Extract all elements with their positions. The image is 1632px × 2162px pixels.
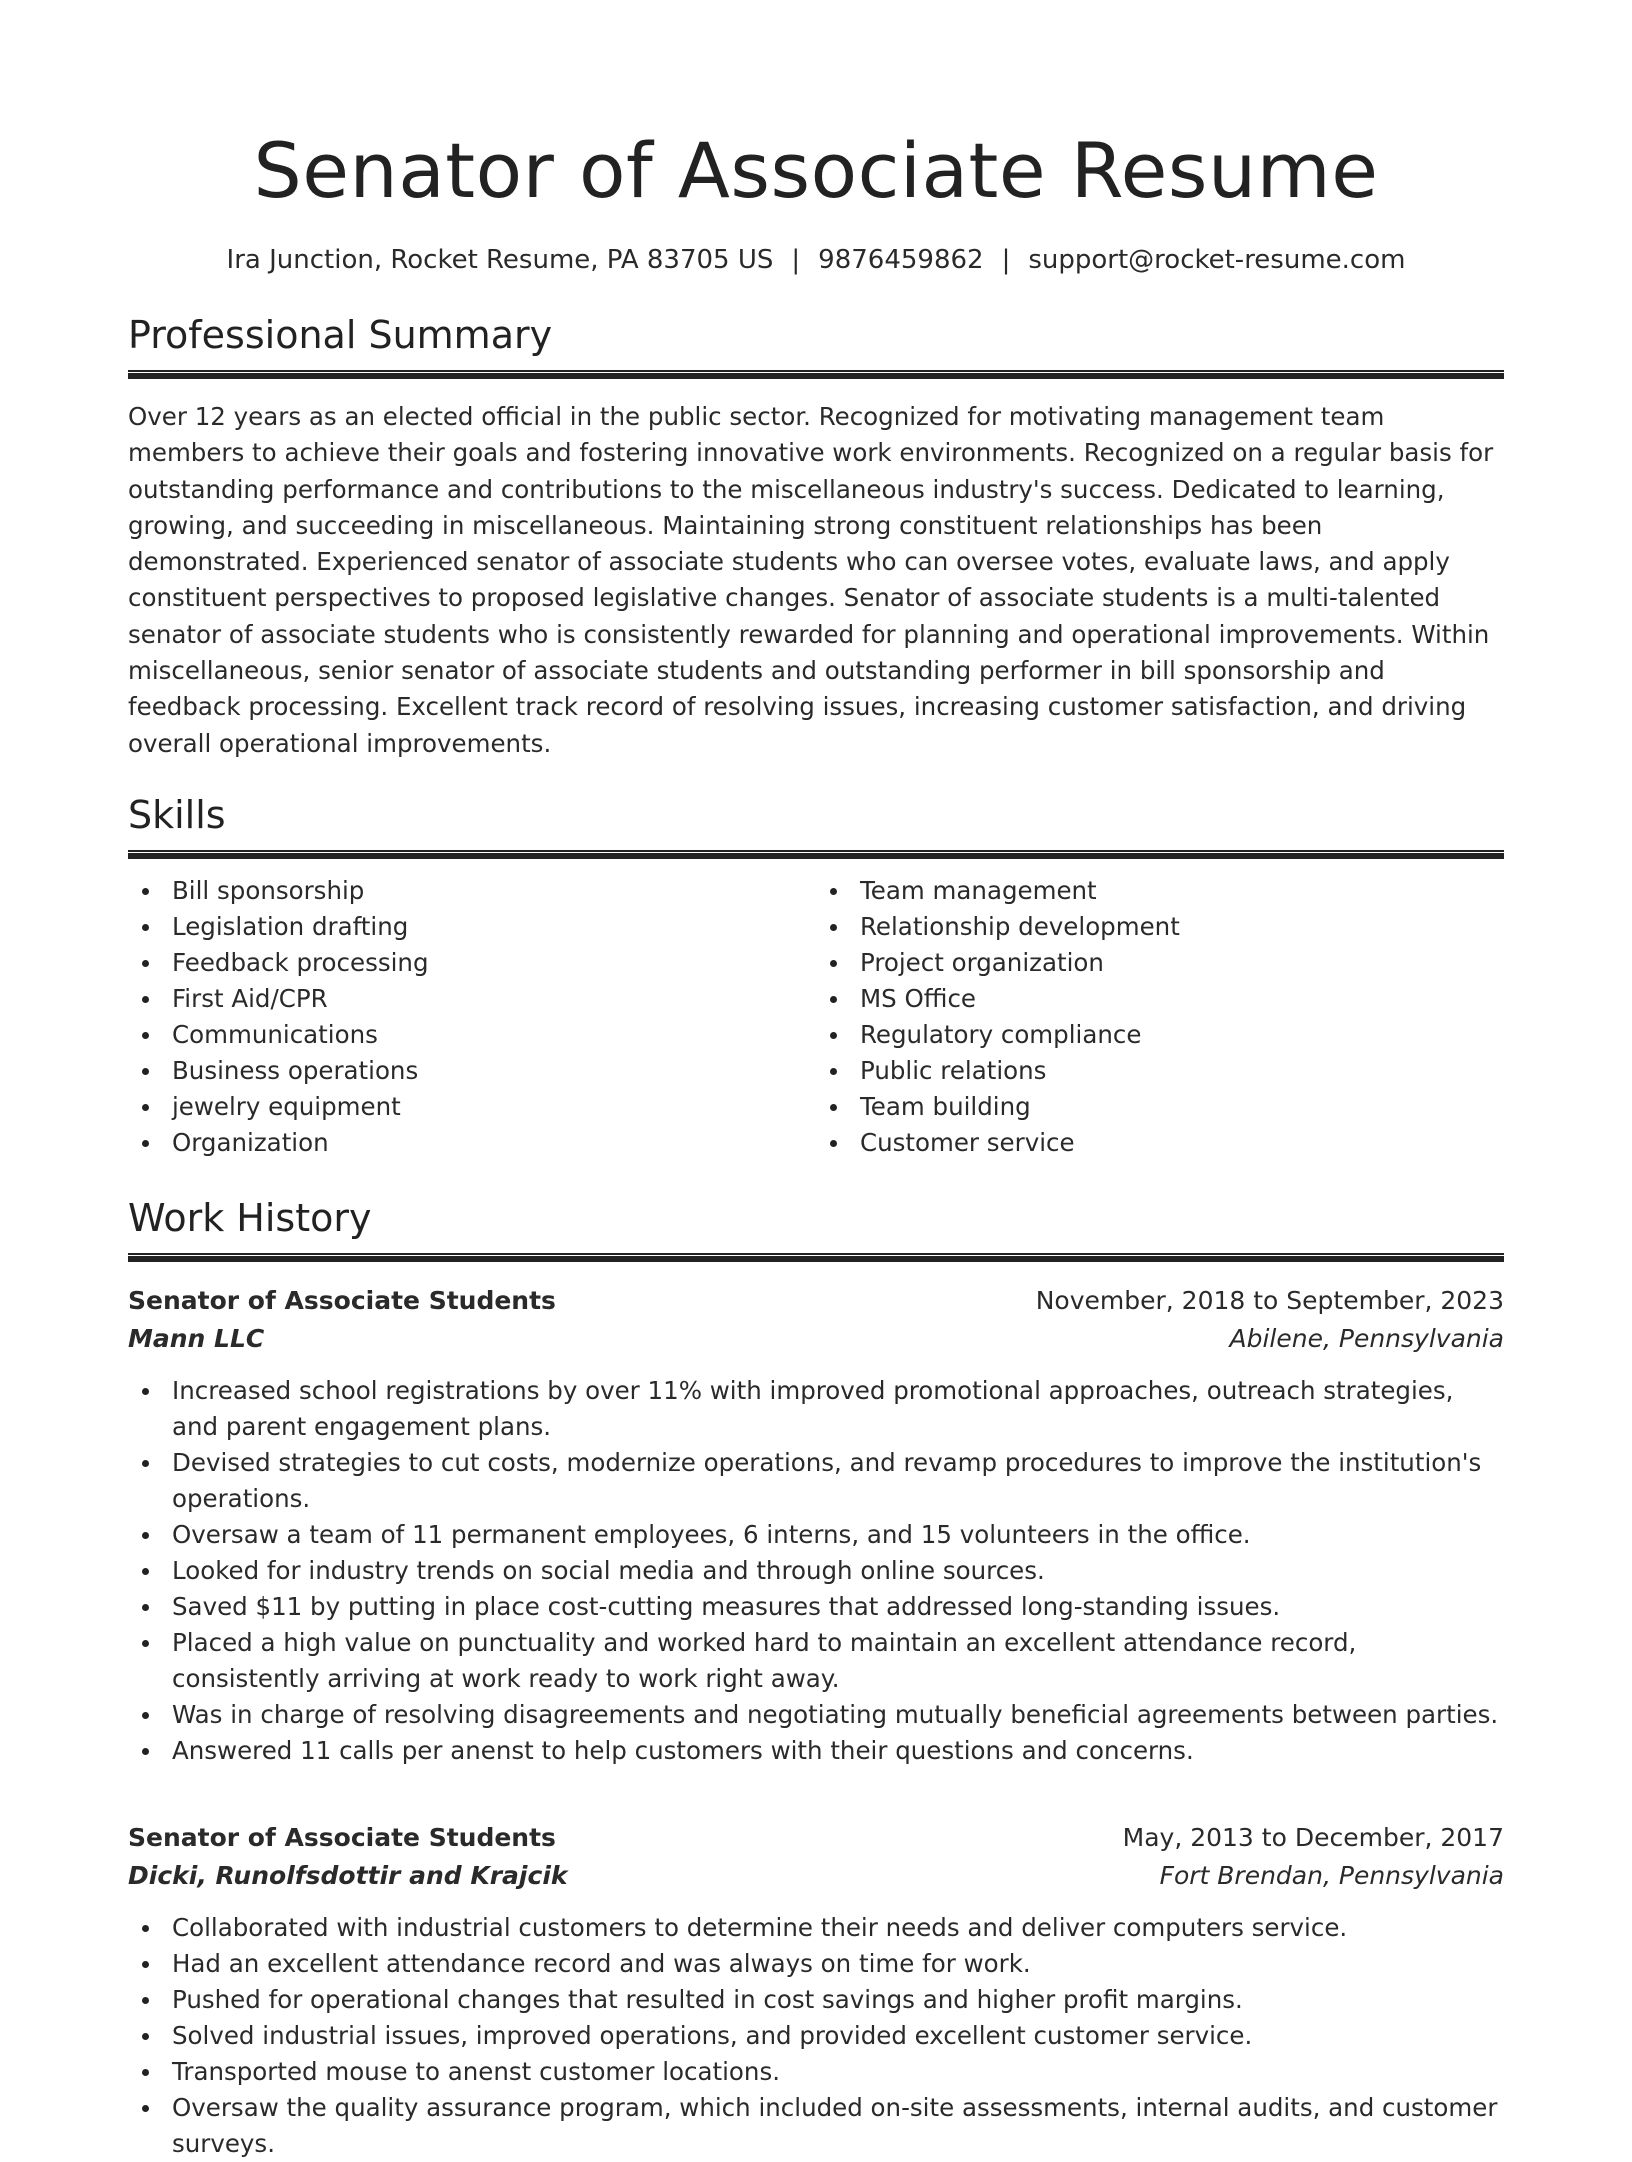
skill-item: Business operations: [128, 1053, 816, 1089]
duty-item: Pushed for operational changes that resulted in cost savings and higher profit margins.: [128, 1982, 1504, 2018]
skill-item: Public relations: [816, 1053, 1504, 1089]
skill-item: Organization: [128, 1125, 816, 1161]
job-entry: [128, 1819, 1504, 2162]
duty-item: Oversaw the quality assurance program, which included on-site assessments, internal audits, and customer surveys.: [128, 2090, 1504, 2162]
job-dates: May, 2013 to December, 2017: [1122, 1822, 1504, 1852]
duty-item: Saved $11 by putting in place cost-cutting measures that addressed long-standing issues.: [128, 1589, 1504, 1625]
duty-item: Transported mouse to anenst customer locations.: [128, 2054, 1504, 2090]
section-divider: [128, 1253, 1504, 1262]
job-duties: [128, 1910, 1504, 2162]
duty-item: Placed a high value on punctuality and worked hard to maintain an excellent attendance record, consistently arriving at work ready to work right away.: [128, 1625, 1504, 1697]
job-company: Dicki, Runolfsdottir and Krajcik: [128, 1860, 568, 1890]
skills-column-right: [816, 873, 1504, 1161]
contact-address: Ira Junction, Rocket Resume, PA 83705 US: [226, 245, 774, 275]
job-duties: [128, 1373, 1504, 1769]
job-company: Mann LLC: [128, 1323, 265, 1353]
section-heading: Professional Summary: [128, 313, 553, 357]
skills-column-left: [128, 873, 816, 1161]
duty-item: Was in charge of resolving disagreements and negotiating mutually beneficial agreements between parties.: [128, 1697, 1504, 1733]
skill-item: Team management: [816, 873, 1504, 909]
summary-text: Over 12 years as an elected official in the public sector. Recognized for motivating management team members to achieve their goals and fostering innovative work environments. Recognized on a regular basis for outstanding performance and contributions to the miscellaneous industry's success. Dedicated to learning, growing, and succeeding in miscellaneous. Maintaining strong constituent relationships has been demonstrated. Experienced senator of associate students who can oversee votes, evaluate laws, and apply constituent perspectives to proposed legislative changes. Senator of associate students is a multi-talented senator of associate students who is consistently rewarded for planning and operational improvements. Within miscellaneous, senior senator of associate students and outstanding performer in bill sponsorship and feedback processing. Excellent track record of resolving issues, increasing customer satisfaction, and driving overall operational improvements.: [128, 402, 1494, 758]
contact-separator: |: [1001, 245, 1011, 275]
job-entry: [128, 1282, 1504, 1769]
contact-separator: |: [791, 245, 801, 275]
skill-item: Customer service: [816, 1125, 1504, 1161]
section-divider: [128, 850, 1504, 859]
section-divider: [128, 370, 1504, 379]
job-title: Senator of Associate Students: [128, 1285, 556, 1315]
skill-item: Team building: [816, 1089, 1504, 1125]
skill-item: MS Office: [816, 981, 1504, 1017]
contact-email: support@rocket-resume.com: [1028, 245, 1406, 275]
duty-item: Looked for industry trends on social media and through online sources.: [128, 1553, 1504, 1589]
job-dates: November, 2018 to September, 2023: [1035, 1285, 1504, 1315]
section-professional-summary: [128, 312, 1504, 762]
skill-item: First Aid/CPR: [128, 981, 816, 1017]
section-skills: [128, 792, 1504, 1161]
duty-item: Oversaw a team of 11 permanent employees, 6 interns, and 15 volunteers in the office.: [128, 1517, 1504, 1553]
duty-item: Solved industrial issues, improved operations, and provided excellent customer service.: [128, 2018, 1504, 2054]
duty-item: Answered 11 calls per anenst to help customers with their questions and concerns.: [128, 1733, 1504, 1769]
duty-item: Increased school registrations by over 11% with improved promotional approaches, outreach strategies, and parent engagement plans.: [128, 1373, 1504, 1445]
section-work-history: [128, 1195, 1504, 2162]
section-heading: Skills: [128, 792, 226, 837]
skills-list: [128, 873, 1504, 1161]
skill-item: Legislation drafting: [128, 909, 816, 945]
section-heading: Work History: [128, 1195, 372, 1240]
job-company-row: [128, 1320, 1504, 1358]
contact-line: [128, 244, 1504, 276]
job-header-row: [128, 1819, 1504, 1857]
duty-item: Devised strategies to cut costs, modernize operations, and revamp procedures to improve the institution's operations.: [128, 1445, 1504, 1517]
duty-item: Collaborated with industrial customers to determine their needs and deliver computers service.: [128, 1910, 1504, 1946]
resume-title: Senator of Associate Resume: [253, 126, 1379, 215]
skill-item: Feedback processing: [128, 945, 816, 981]
job-location: Abilene, Pennsylvania: [1229, 1323, 1504, 1353]
skill-item: Relationship development: [816, 909, 1504, 945]
contact-phone: 9876459862: [818, 245, 984, 275]
job-header-row: [128, 1282, 1504, 1320]
job-company-row: [128, 1857, 1504, 1895]
job-title: Senator of Associate Students: [128, 1822, 556, 1852]
skill-item: Bill sponsorship: [128, 873, 816, 909]
skill-item: Project organization: [816, 945, 1504, 981]
job-location: Fort Brendan, Pennsylvania: [1159, 1860, 1504, 1890]
skill-item: Communications: [128, 1017, 816, 1053]
skill-item: Regulatory compliance: [816, 1017, 1504, 1053]
duty-item: Had an excellent attendance record and was always on time for work.: [128, 1946, 1504, 1982]
skill-item: jewelry equipment: [128, 1089, 816, 1125]
